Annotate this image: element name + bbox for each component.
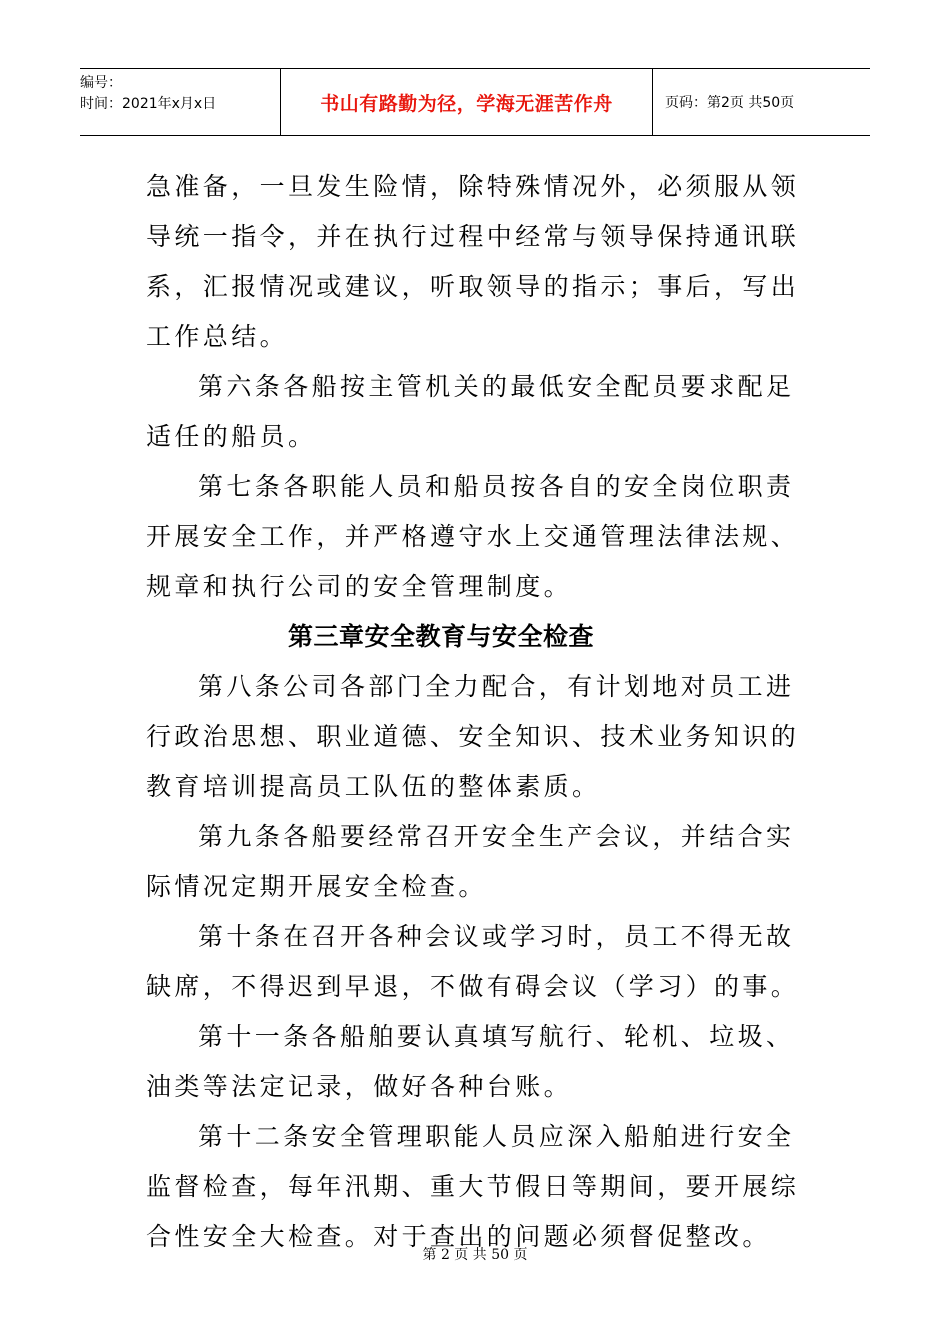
article-6: 第六条各船按主管机关的最低安全配员要求配足适任的船员。 — [146, 372, 795, 451]
chapter-3-heading: 第三章安全教育与安全检查 — [287, 622, 594, 651]
article-8: 第八条公司各部门全力配合，有计划地对员工进行政治思想、职业道德、安全知识、技术业务知识的教育培训提高员工队伍的整体素质。 — [146, 672, 800, 801]
header-meta — [80, 69, 280, 135]
header-page-info-cell — [653, 69, 870, 135]
header-motto: 书山有路勤为径，学海无涯苦作舟 — [320, 92, 613, 115]
page-footer: 第 2 页 共 50 页 — [422, 1247, 528, 1263]
paragraph-continued: 急准备，一旦发生险情，除特殊情况外，必须服从领导统一指令，并在执行过程中经常与领导保持通讯联系，汇报情况或建议，听取领导的指示；事后，写出工作总结。 — [146, 172, 800, 351]
header-motto-cell — [280, 69, 653, 135]
article-12: 第十二条安全管理职能人员应深入船舶进行安全监督检查，每年汛期、重大节假日等期间，要开展综合性安全大检查。对于查出的问题必须督促整改。 — [146, 1122, 800, 1251]
article-9: 第九条各船要经常召开安全生产会议，并结合实际情况定期开展安全检查。 — [146, 822, 795, 901]
page-header — [80, 68, 870, 136]
article-10: 第十条在召开各种会议或学习时，员工不得无故缺席，不得迟到早退，不做有碍会议（学习）的事。 — [146, 922, 800, 1001]
document-time-label: 时间：2021年x月x日 — [80, 96, 217, 112]
article-7: 第七条各职能人员和船员按各自的安全岗位职责开展安全工作，并严格遵守水上交通管理法律法规、规章和执行公司的安全管理制度。 — [146, 472, 800, 601]
document-body — [146, 162, 806, 1262]
article-11: 第十一条各船舶要认真填写航行、轮机、垃圾、油类等法定记录，做好各种台账。 — [146, 1022, 795, 1101]
document-number-label: 编号： — [80, 75, 122, 91]
header-page-info: 页码：第2页 共50页 — [665, 95, 795, 111]
